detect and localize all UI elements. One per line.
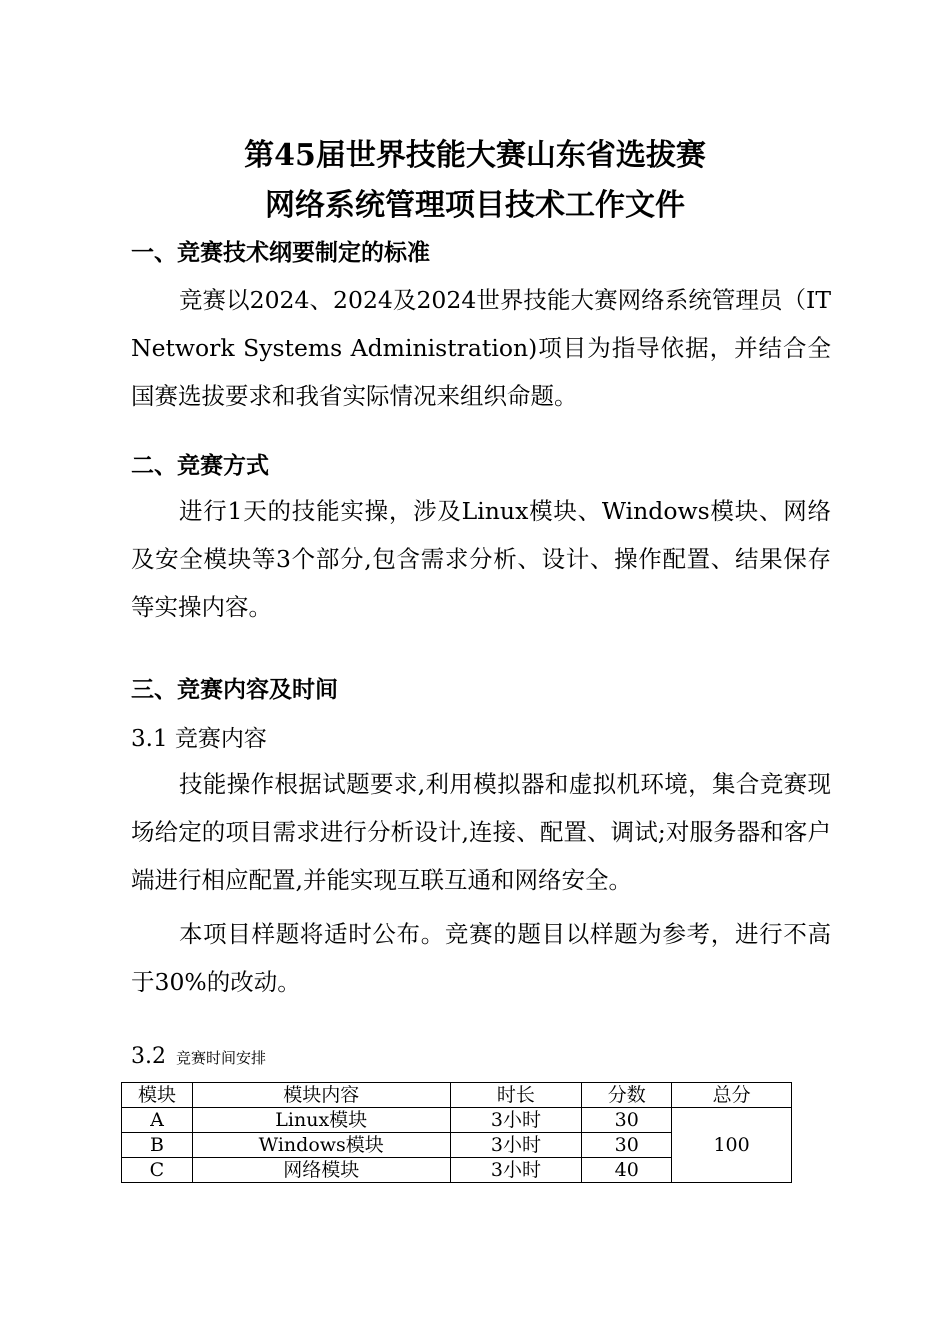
table-cell: C [122, 1158, 193, 1183]
table-cell: 30 [582, 1133, 672, 1158]
table-cell: 网络模块 [192, 1158, 450, 1183]
table-header-cell: 分数 [582, 1083, 672, 1108]
table-cell: 3小时 [450, 1158, 582, 1183]
table-header-cell: 总分 [672, 1083, 792, 1108]
subsection-heading-3-1: 3.1 竞赛内容 [131, 726, 267, 752]
table-row [122, 1108, 792, 1133]
document-title-line1: 第45届世界技能大赛山东省选拔赛 [244, 138, 706, 173]
section-heading-2: 二、竞赛方式 [131, 453, 269, 479]
section-paragraph-3b: 本项目样题将适时公布。竞赛的题目以样题为参考，进行不高于30%的改动。 [131, 920, 831, 996]
table-total-cell: 100 [672, 1108, 792, 1183]
table-cell: 30 [582, 1108, 672, 1133]
table-cell: B [122, 1133, 193, 1158]
table-caption [131, 1044, 266, 1069]
table-header-cell: 模块内容 [192, 1083, 450, 1108]
table-header-cell: 时长 [450, 1083, 582, 1108]
table-cell: 3小时 [450, 1108, 582, 1133]
section-heading-3: 三、竞赛内容及时间 [131, 677, 338, 703]
section-paragraph-3a: 技能操作根据试题要求,利用模拟器和虚拟机环境，集合竞赛现场给定的项目需求进行分析设计,连接、配置、调试;对服务器和客户端进行相应配置,并能实现互联互通和网络安全。 [131, 770, 831, 894]
table-cell: Windows模块 [192, 1133, 450, 1158]
document-title-line2: 网络系统管理项目技术工作文件 [265, 188, 685, 223]
table-caption-text: 竞赛时间安排 [176, 1049, 267, 1067]
schedule-table [121, 1082, 792, 1183]
table-cell: A [122, 1108, 193, 1133]
table-header-cell: 模块 [122, 1083, 193, 1108]
table-cell: 3小时 [450, 1133, 582, 1158]
section-heading-1: 一、竞赛技术纲要制定的标准 [131, 240, 430, 266]
table-header-row [122, 1083, 792, 1108]
table-cell: Linux模块 [192, 1108, 450, 1133]
table-caption-number: 3.2 [131, 1044, 166, 1069]
section-paragraph-1: 竞赛以2024、2024及2024世界技能大赛网络系统管理员（IT Network Systems Administration)项目为指导依据，并结合全国赛选拔要求和我省实际情况来组织命题。 [131, 286, 831, 410]
section-paragraph-2: 进行1天的技能实操，涉及Linux模块、Windows模块、网络及安全模块等3个部分,包含需求分析、设计、操作配置、结果保存等实操内容。 [131, 497, 831, 621]
table-cell: 40 [582, 1158, 672, 1183]
